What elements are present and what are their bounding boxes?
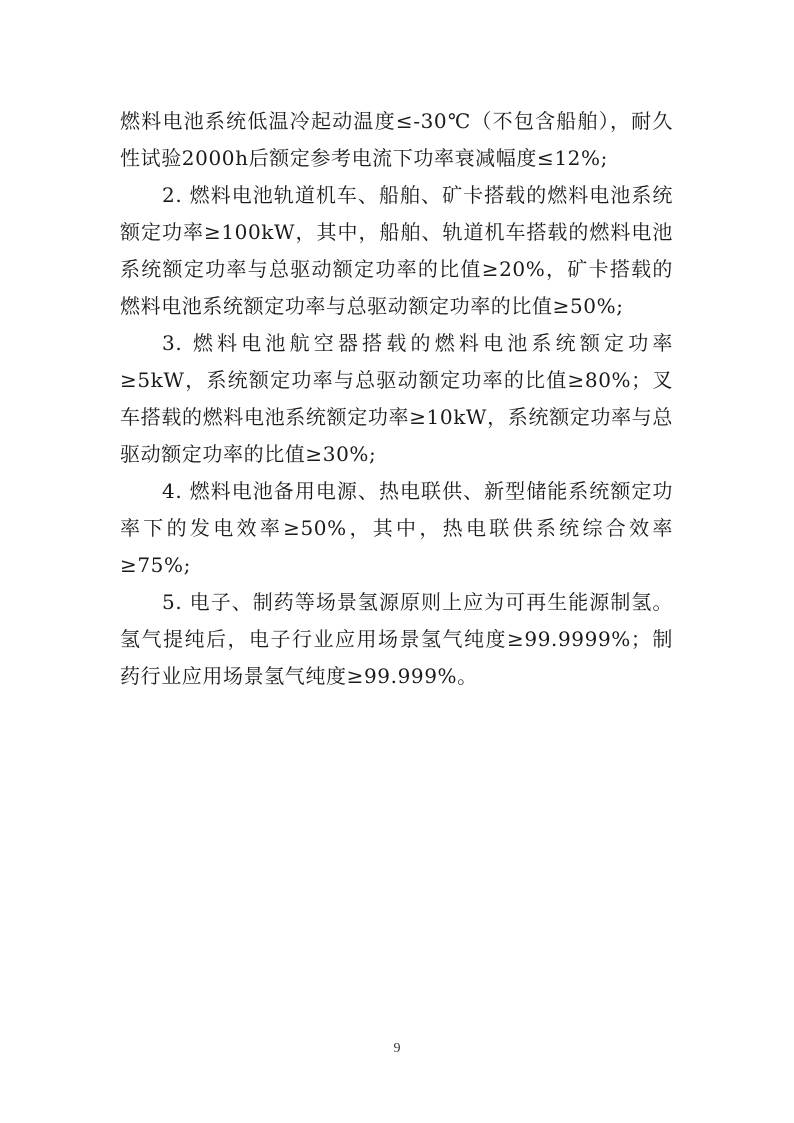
page-number: 9 bbox=[393, 1041, 401, 1056]
document-body bbox=[120, 103, 673, 695]
paragraph-continuation: 燃料电池系统低温冷起动温度≤-30℃（不包含船舶），耐久性试验2000h后额定参考电流下功率衰减幅度≤12%; bbox=[120, 109, 673, 170]
paragraph-item-5: 5. 电子、制药等场景氢源原则上应为可再生能源制氢。氢气提纯后，电子行业应用场景氢气纯度≥99.9999%；制药行业应用场景氢气纯度≥99.999%。 bbox=[120, 590, 673, 688]
paragraph-item-3: 3. 燃料电池航空器搭载的燃料电池系统额定功率≥5kW，系统额定功率与总驱动额定功率的比值≥80%；叉车搭载的燃料电池系统额定功率≥10kW，系统额定功率与总驱动额定功率的比值≥30%; bbox=[120, 331, 673, 466]
paragraph-item-2: 2. 燃料电池轨道机车、船舶、矿卡搭载的燃料电池系统额定功率≥100kW，其中，船舶、轨道机车搭载的燃料电池系统额定功率与总驱动额定功率的比值≥20%，矿卡搭载的燃料电池系统额定功率与总驱动额定功率的比值≥50%; bbox=[120, 183, 673, 318]
paragraph-item-4: 4. 燃料电池备用电源、热电联供、新型储能系统额定功率下的发电效率≥50%，其中，热电联供系统综合效率≥75%; bbox=[120, 479, 673, 577]
